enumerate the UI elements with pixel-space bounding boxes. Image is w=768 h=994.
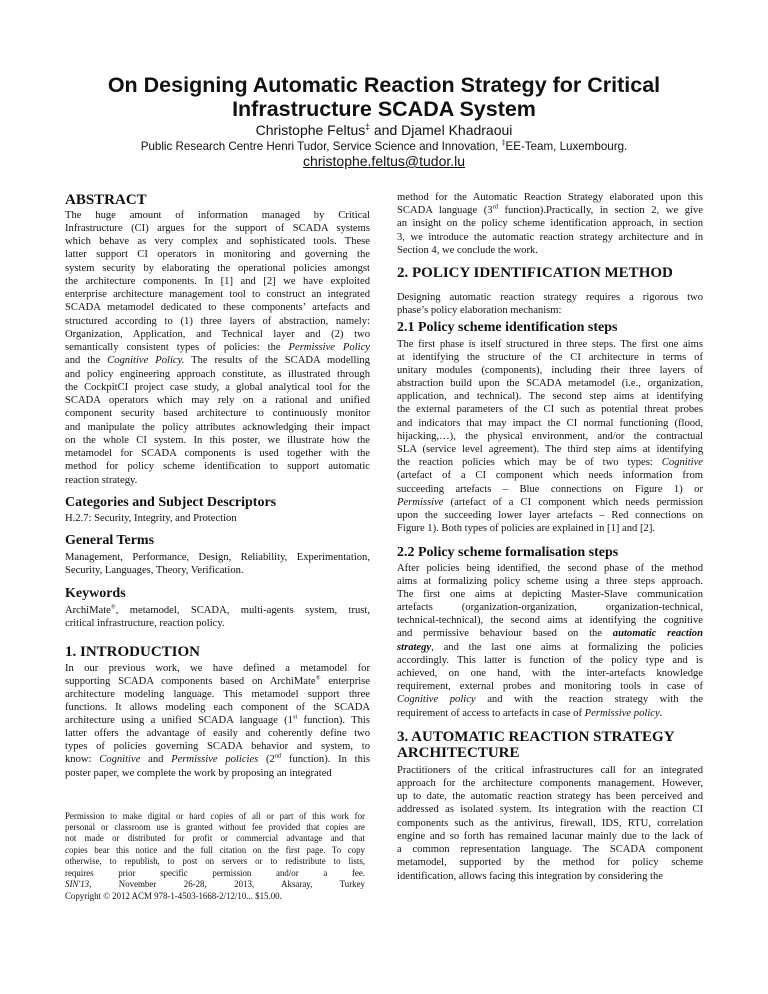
text-line: The first phase is itself structured in three steps. The first one aims bbox=[397, 338, 703, 350]
text-line: artefacts (organization-organization, organization-technical, bbox=[397, 602, 703, 614]
abstract-heading: ABSTRACT bbox=[65, 192, 147, 208]
superscript: ® bbox=[315, 674, 321, 682]
text-line: Designing automatic reaction strategy requires a rigorous two bbox=[397, 291, 703, 303]
text-line: (artefact of a CI component which needs information from bbox=[397, 470, 703, 482]
text-line: accordingly. This latter is function of the policy type and is bbox=[397, 654, 703, 666]
text-line: and permissive behaviour based on the automatic reaction bbox=[397, 628, 703, 640]
text-line: components such as the antivirus, firewall, IDS, RTU, correlation bbox=[397, 817, 703, 829]
text-line: Organization, Application, and Technical layer and (2) two bbox=[65, 328, 370, 340]
text-line: SCADA operators which may rely on a rational and unified bbox=[65, 395, 370, 406]
text-line: Security, Languages, Theory, Verification. bbox=[65, 564, 244, 576]
text-line: method for policy scheme identification to support automatic bbox=[65, 461, 370, 473]
text-line: In our previous work, we have defined a metamodel for bbox=[65, 662, 370, 674]
text-line: identification, allows facing this integration by considering the bbox=[397, 870, 663, 882]
text-line: types of policies governing SCADA behavior and system, to bbox=[65, 741, 370, 753]
keywords-heading: Keywords bbox=[65, 586, 126, 601]
text-line: SIN'13, November 26-28, 2013, Aksaray, Turkey bbox=[65, 879, 365, 890]
text-line: strategy, and the last one aims at formalizing the policies bbox=[397, 641, 703, 653]
section21-heading: 2.1 Policy scheme identification steps bbox=[397, 320, 618, 335]
text-line: enterprise architecture management tool to construct an integrated bbox=[65, 289, 370, 300]
italic-text: SIN'13 bbox=[65, 879, 90, 890]
text-line: critical infrastructure, reaction policy. bbox=[65, 617, 225, 629]
italic-text: Cognitive bbox=[661, 457, 703, 469]
text-line: approach for the architecture components management. However, bbox=[397, 777, 703, 789]
keywords-text bbox=[65, 604, 370, 631]
text-line: and policy engineering approach constitute, as illustrated through bbox=[65, 368, 370, 380]
text-line: Practitioners of the critical infrastructures call for an integrated bbox=[397, 764, 703, 776]
text-line: and the Cognitive Policy. The results of the SCADA modelling bbox=[65, 355, 370, 367]
text-line: abstraction build upon the SCADA metamodel (i.e., organization, bbox=[397, 378, 703, 390]
introduction-heading: 1. INTRODUCTION bbox=[65, 644, 201, 660]
text-line: SCADA metamodel dedicated to these components’ artefacts and bbox=[65, 302, 370, 314]
text-line: addressed as isolated system. Its integration with the reaction CI bbox=[397, 804, 703, 816]
text-line: not made or distributed for profit or commercial advantage and that bbox=[65, 833, 365, 844]
text-line: method for the Automatic Reaction Strategy elaborated upon this bbox=[397, 191, 703, 203]
text-line: engine and so forth has remained lacunar mainly due to the lack of bbox=[397, 830, 703, 842]
text-line: technical-technical), the second aims at identifying the cognitive bbox=[397, 615, 703, 627]
text-line: know: Cognitive and Permissive policies (2nd function). In this bbox=[65, 753, 370, 766]
text-line: personal or classroom use is granted without fee provided that copies are bbox=[65, 821, 365, 832]
italic-text: Permissive Policy bbox=[288, 342, 370, 353]
text-line: phase’s policy elaboration mechanism: bbox=[397, 304, 562, 316]
section21-text bbox=[397, 338, 703, 536]
general-terms-heading: General Terms bbox=[65, 533, 155, 548]
heading-line: ARCHITECTURE bbox=[397, 745, 520, 761]
text-line: Permission to make digital or hard copies of all or part of this work for bbox=[65, 810, 365, 821]
section2-text bbox=[397, 291, 703, 317]
text-line: The first one aims at depicting Master-Slave communication bbox=[397, 588, 703, 600]
text-line: unitary modules (components), including their three layers of bbox=[397, 364, 703, 376]
text-line: component security based architecture to continuously monitor bbox=[65, 408, 370, 420]
paper-title bbox=[0, 73, 768, 121]
superscript: rd bbox=[492, 203, 498, 211]
italic-text: Permissive policy bbox=[584, 707, 660, 719]
emphasis-text: strategy bbox=[397, 641, 432, 653]
text-line: the external parameters of the CI such as potential threat probes bbox=[397, 404, 703, 416]
text-line: The huge amount of information managed by Critical bbox=[65, 209, 370, 221]
text-line: H.2.7: Security, Integrity, and Protection bbox=[65, 512, 237, 524]
title-line: On Designing Automatic Reaction Strategy for Critical bbox=[107, 73, 661, 97]
text-line: Infrastructure (CI) argues for the support of SCADA systems bbox=[65, 222, 370, 234]
text-line: aims at formalizing policy scheme using a three steps approach. bbox=[397, 575, 703, 587]
superscript: st bbox=[292, 714, 298, 721]
text-line: latter offers the advantage of easily and coherently define two bbox=[65, 728, 370, 740]
introduction-continued bbox=[397, 191, 703, 258]
superscript: ‡ bbox=[501, 140, 506, 148]
categories-heading: Categories and Subject Descriptors bbox=[65, 495, 277, 510]
text-line: copies bear this notice and the full citation on the first page. To copy bbox=[65, 844, 365, 855]
text-line: and indicators that may impact the CI normal functioning (flood, bbox=[397, 417, 703, 429]
text-line: achieved, on one hand, with the inter-artefacts knowledge bbox=[397, 668, 703, 679]
text-line: requirement, external probes and monitoring tools in case of bbox=[397, 681, 703, 693]
superscript: ® bbox=[110, 603, 116, 610]
text-line: Management, Performance, Design, Reliability, Experimentation, bbox=[65, 551, 370, 563]
italic-text: Cognitive bbox=[99, 754, 141, 766]
text-line: reaction strategy. bbox=[65, 474, 138, 486]
text-line: Cognitive policy and with the reaction strategy with the bbox=[397, 694, 703, 706]
text-line: After policies being identified, the second phase of the method bbox=[397, 562, 703, 574]
text-line: requirement of access to artefacts in case of Permissive policy. bbox=[397, 707, 663, 719]
italic-text: Cognitive policy bbox=[397, 694, 476, 706]
section22-heading: 2.2 Policy scheme formalisation steps bbox=[397, 545, 619, 560]
affiliation: Public Research Centre Henri Tudor, Service Science and Innovation, ‡EE-Team, Luxembourg. bbox=[140, 140, 628, 153]
text-line: hijacking,…), the physical environment, and/or the contractual bbox=[397, 430, 703, 442]
text-line: succeeding artefacts – Blue connections on Figure 1) or bbox=[397, 483, 703, 495]
text-line: system security by elaborating the operational policies amongst bbox=[65, 262, 370, 274]
text-line: architecture using a unified SCADA language (1st function). This bbox=[65, 714, 370, 727]
italic-text: Permissive bbox=[397, 496, 444, 508]
abstract-text bbox=[65, 209, 370, 487]
text-line: the CockpitCI project case study, a global analytical tool for the bbox=[65, 381, 370, 393]
text-line: the architecture components. In [1] and [2] we have exploited bbox=[65, 275, 370, 287]
heading-line: 3. AUTOMATIC REACTION STRATEGY bbox=[397, 729, 675, 745]
text-line: at identifying the structure of the CI architecture in terms of bbox=[397, 351, 703, 363]
section22-text bbox=[397, 562, 703, 720]
text-line: latter support CI operators in monitoring and governing the bbox=[65, 249, 370, 261]
title-line: Infrastructure SCADA System bbox=[232, 97, 536, 121]
italic-text: Permissive policies bbox=[171, 754, 259, 766]
text-line: application, and technical). The second step aims at identifying bbox=[397, 391, 703, 403]
section3-heading bbox=[397, 729, 675, 761]
general-terms-text bbox=[65, 551, 370, 578]
emphasis-text: automatic reaction bbox=[612, 628, 703, 640]
categories-text bbox=[65, 512, 370, 525]
text-line: the reaction policies which may be of two types: Cognitive bbox=[397, 457, 703, 469]
text-line: Permissive (artefact of a CI component which needs permission bbox=[397, 496, 703, 508]
text-line: ArchiMate®, metamodel, SCADA, multi-agents system, trust, bbox=[65, 603, 370, 616]
text-line: architecture modeling language. This metamodel support three bbox=[65, 688, 370, 700]
text-line: SLA (service level agreement). The third step aims at identifying bbox=[397, 444, 703, 455]
text-line: which behave as very complex and sophisticated tools. These bbox=[65, 236, 370, 247]
email-link[interactable]: christophe.feltus@tudor.lu bbox=[302, 153, 466, 169]
text-line: structured according to (1) three layers of abstraction, namely: bbox=[65, 315, 370, 327]
text-line: a common representation language. The SCADA component bbox=[397, 844, 703, 855]
italic-text: Cognitive Policy. bbox=[107, 355, 185, 367]
introduction-text bbox=[65, 662, 370, 780]
text-line: poster paper, we complete the work by proposing an integrated bbox=[65, 767, 332, 779]
text-line: requires prior specific permission and/or a fee. bbox=[65, 867, 365, 878]
text-line: Copyright © 2012 ACM 978-1-4503-1668-2/12/10... $15.00. bbox=[65, 890, 282, 901]
text-line: Figure 1). Both types of policies are explained in [1] and [2]. bbox=[397, 523, 656, 535]
text-line: functions. It allows modeling each component of the SCADA bbox=[65, 701, 370, 713]
authors: Christophe Feltus‡ and Djamel Khadraoui bbox=[255, 121, 513, 138]
section2-heading: 2. POLICY IDENTIFICATION METHOD bbox=[397, 265, 673, 281]
text-line: upon the succeeding lower layer artefacts – Red connections on bbox=[397, 509, 703, 521]
text-line: semantically consistent types of policies: the Permissive Policy bbox=[65, 342, 370, 353]
text-line: SCADA language (3rd function).Practically, in section 2, we give bbox=[397, 203, 703, 216]
author-email bbox=[0, 153, 768, 169]
section3-text bbox=[397, 764, 703, 883]
superscript: nd bbox=[274, 753, 282, 760]
text-line: up to date, the automatic reaction strategy has been perceived and bbox=[397, 791, 703, 802]
text-line: an insight on the policy scheme identification approach, in section bbox=[397, 218, 703, 230]
text-line: metamodel, supported by the method for policy scheme bbox=[397, 857, 703, 869]
permission-notice bbox=[65, 811, 365, 903]
text-line: metamodel for SCADA components is used together with the bbox=[65, 448, 370, 459]
text-line: otherwise, to republish, to post on servers or to redistribute to lists, bbox=[65, 856, 365, 867]
superscript: ‡ bbox=[365, 121, 370, 132]
text-line: Section 4, we conclude the work. bbox=[397, 245, 538, 257]
text-line: and manipulate the policy attributes acknowledging their impact bbox=[65, 421, 370, 433]
text-line: supporting SCADA components based on ArchiMate® enterprise bbox=[65, 674, 370, 687]
text-line: on the whole CI system. In this poster, we illustrate how the bbox=[65, 434, 370, 446]
text-line: 3, we introduce the automatic reaction strategy architecture and in bbox=[397, 231, 703, 243]
